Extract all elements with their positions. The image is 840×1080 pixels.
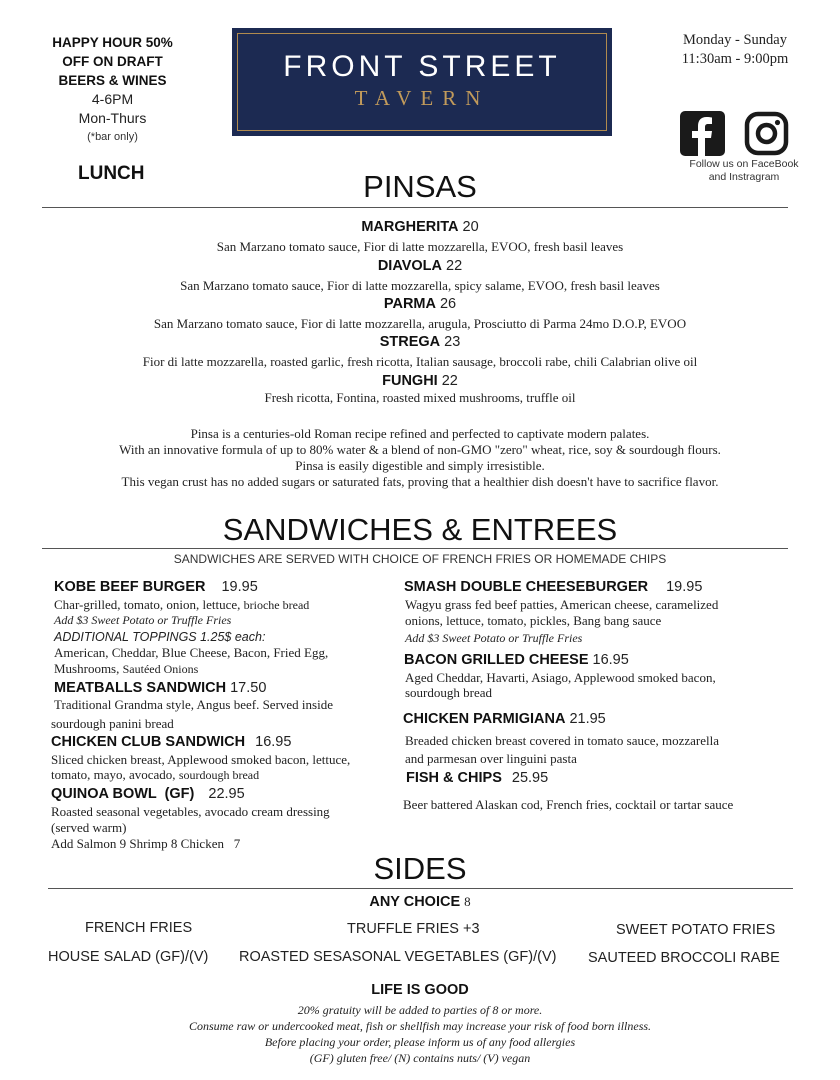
item-price: 23 xyxy=(444,334,461,350)
follow-line: Follow us on FaceBook xyxy=(689,158,799,170)
item-name: CHICKEN CLUB SANDWICH xyxy=(51,734,246,750)
footer-line: Consume raw or undercooked meat, fish or shellfish may increase your risk of food born illness. xyxy=(188,1019,652,1033)
toppings-label: ADDITIONAL TOPPINGS 1.25$ each: xyxy=(54,630,266,644)
divider xyxy=(42,548,788,549)
item-description: Wagyu grass fed beef patties, American cheese, caramelized xyxy=(405,597,719,612)
follow-line: and Instragram xyxy=(708,171,780,183)
divider xyxy=(48,888,793,889)
happy-hour-line: HAPPY HOUR 50% xyxy=(52,35,173,50)
item-description: Fior di latte mozzarella, roasted garlic, fresh ricotta, Italian sausage, broccoli rabe, chili Calabrian olive oil xyxy=(142,354,698,369)
item-description: Roasted seasonal vegetables, avocado cream dressing xyxy=(51,804,330,819)
item-description: Traditional Grandma style, Angus beef. Served inside xyxy=(54,697,333,712)
section-title-pinsas: PINSAS xyxy=(363,169,477,204)
item-description: (served warm) xyxy=(51,820,127,835)
side-item: SAUTEED BROCCOLI RABE xyxy=(588,950,780,966)
hours-time: 11:30am - 9:00pm xyxy=(681,51,789,67)
menu-item-parma xyxy=(0,295,840,313)
item-name: QUINOA BOWL (GF) xyxy=(51,786,195,802)
item-description: Fresh ricotta, Fontina, roasted mixed mushrooms, truffle oil xyxy=(264,390,576,405)
desc-text: Mushrooms, xyxy=(54,661,120,676)
item-price: 21.95 xyxy=(569,711,606,727)
item-description: onions, lettuce, tomato, pickles, Bang bang sauce xyxy=(405,613,662,628)
side-item: FRENCH FRIES xyxy=(85,920,193,936)
item-price: 8 xyxy=(464,894,471,909)
menu-item-funghi xyxy=(0,372,840,390)
item-price: 20 xyxy=(462,219,479,235)
facebook-icon-glyph xyxy=(680,111,725,156)
side-item: HOUSE SALAD (GF)/(V) xyxy=(48,949,209,965)
item-description: Aged Cheddar, Havarti, Asiago, Applewood smoked bacon, xyxy=(405,670,716,685)
footer-notes xyxy=(0,1002,840,1066)
item-name: MARGHERITA xyxy=(361,219,459,235)
menu-item-chicken-parmigiana xyxy=(403,710,783,728)
opening-hours xyxy=(655,31,815,69)
section-subtitle: SANDWICHES ARE SERVED WITH CHOICE OF FRENCH FRIES OR HOMEMADE CHIPS xyxy=(173,552,667,566)
item-description xyxy=(51,767,391,783)
item-name: CHICKEN PARMIGIANA xyxy=(403,711,566,727)
menu-type-label: LUNCH xyxy=(78,163,145,184)
sides-any-choice xyxy=(0,893,840,911)
item-name: MEATBALLS SANDWICH xyxy=(54,680,227,696)
toppings-list: American, Cheddar, Blue Cheese, Bacon, Fried Egg, xyxy=(54,645,329,660)
item-name: KOBE BEEF BURGER xyxy=(54,579,206,595)
item-price: 19.95 xyxy=(221,579,258,595)
item-name: SMASH DOUBLE CHEESEBURGER xyxy=(404,579,649,595)
menu-item-kobe-burger xyxy=(54,578,394,596)
menu-item-margherita xyxy=(0,218,840,236)
desc-text-small: Sautéed Onions xyxy=(122,662,199,676)
instagram-icon[interactable] xyxy=(744,111,789,156)
instagram-icon-glyph xyxy=(744,111,789,156)
section-title-sides: SIDES xyxy=(373,851,467,886)
footer-line: (GF) gluten free/ (N) contains nuts/ (V) vegan xyxy=(309,1051,531,1065)
section-title-sandwiches: SANDWICHES & ENTREES xyxy=(222,512,618,547)
intro-line: Pinsa is a centuries-old Roman recipe refined and perfected to captivate modern palates. xyxy=(190,426,650,441)
item-name: FISH & CHIPS xyxy=(406,770,502,786)
tagline: LIFE IS GOOD xyxy=(371,982,469,998)
pinsa-intro xyxy=(0,426,840,490)
item-price: 19.95 xyxy=(666,579,703,595)
menu-item-bacon-grilled-cheese xyxy=(404,651,784,669)
happy-hour-line: OFF ON DRAFT xyxy=(62,54,163,69)
item-price: 26 xyxy=(439,296,457,312)
item-price: 22.95 xyxy=(208,786,245,802)
intro-line: Pinsa is easily digestible and simply irresistible. xyxy=(295,458,545,473)
divider xyxy=(42,207,788,208)
item-description: Breaded chicken breast covered in tomato sauce, mozzarella xyxy=(405,733,720,748)
item-price: 25.95 xyxy=(511,770,549,786)
menu-item-meatballs-sandwich xyxy=(54,679,394,697)
intro-line: This vegan crust has no added sugars or saturated fats, proving that a healthier dish doesn't have to sacrifice flavor. xyxy=(121,474,719,489)
desc-text: tomato, mayo, avocado, xyxy=(51,767,176,782)
item-addon: Add Salmon 9 Shrimp 8 Chicken 7 xyxy=(51,836,241,851)
toppings-list xyxy=(54,661,394,677)
logo-subtitle: TAVERN xyxy=(354,86,490,110)
menu-item-chicken-club xyxy=(51,733,391,751)
item-description xyxy=(54,597,394,613)
happy-hour-days: Mon-Thurs xyxy=(78,110,147,126)
item-price: 16.95 xyxy=(592,652,629,668)
item-price: 22 xyxy=(446,258,463,274)
side-item: ROASTED SESASONAL VEGETABLES (GF)/(V) xyxy=(239,949,557,965)
hours-days: Monday - Sunday xyxy=(683,32,787,48)
item-price: 17.50 xyxy=(230,680,267,696)
happy-hour-time: 4-6PM xyxy=(91,91,134,107)
menu-item-smash-cheeseburger xyxy=(404,578,784,596)
item-description: Beer battered Alaskan cod, French fries, cocktail or tartar sauce xyxy=(403,797,734,812)
logo-title: FRONT STREET xyxy=(283,50,561,83)
item-name: FUNGHI xyxy=(382,373,438,389)
item-price: 22 xyxy=(441,373,458,389)
item-name: DIAVOLA xyxy=(377,258,443,274)
item-description: sourdough bread xyxy=(405,685,493,700)
item-description: Sliced chicken breast, Applewood smoked bacon, lettuce, xyxy=(51,752,351,767)
restaurant-logo xyxy=(232,28,612,136)
menu-item-strega xyxy=(0,333,840,351)
menu-item-diavola xyxy=(0,257,840,275)
menu-item-fish-and-chips xyxy=(406,769,786,787)
item-name: ANY CHOICE xyxy=(369,894,461,910)
menu-item-quinoa-bowl xyxy=(51,785,391,803)
side-item: TRUFFLE FRIES +3 xyxy=(347,921,480,937)
footer-line: 20% gratuity will be added to parties of 8 or more. xyxy=(297,1003,543,1017)
intro-line: With an innovative formula of up to 80% water & a blend of non-GMO "zero" wheat, rice, soy & sourdough flours. xyxy=(119,442,721,457)
item-addon: Add $3 Sweet Potato or Truffle Fries xyxy=(54,613,232,627)
item-price: 16.95 xyxy=(255,734,292,750)
item-description: San Marzano tomato sauce, Fior di latte mozzarella, spicy salame, EVOO, fresh basil leaves xyxy=(180,278,660,293)
item-description: and parmesan over linguini pasta xyxy=(405,751,577,766)
facebook-icon[interactable] xyxy=(680,111,725,156)
desc-text-small: brioche bread xyxy=(243,598,310,612)
desc-text: Char-grilled, tomato, onion, lettuce, xyxy=(54,597,241,612)
item-description: San Marzano tomato sauce, Fior di latte mozzarella, arugula, Prosciutto di Parma 24mo D.O.P, EVOO xyxy=(153,316,687,331)
item-description: San Marzano tomato sauce, Fior di latte mozzarella, EVOO, fresh basil leaves xyxy=(216,239,624,254)
item-name: PARMA xyxy=(383,296,436,312)
happy-hour-note: (*bar only) xyxy=(87,131,138,143)
happy-hour-line: BEERS & WINES xyxy=(58,73,167,88)
item-name: BACON GRILLED CHEESE xyxy=(404,652,589,668)
item-name: STREGA xyxy=(379,334,441,350)
footer-line: Before placing your order, please inform us of any food allergies xyxy=(264,1035,576,1049)
side-item: SWEET POTATO FRIES xyxy=(616,922,776,938)
item-description: sourdough panini bread xyxy=(51,716,174,731)
item-addon: Add $3 Sweet Potato or Truffle Fries xyxy=(405,631,583,645)
happy-hour-block xyxy=(40,33,185,147)
desc-text-small: sourdough bread xyxy=(178,768,260,782)
